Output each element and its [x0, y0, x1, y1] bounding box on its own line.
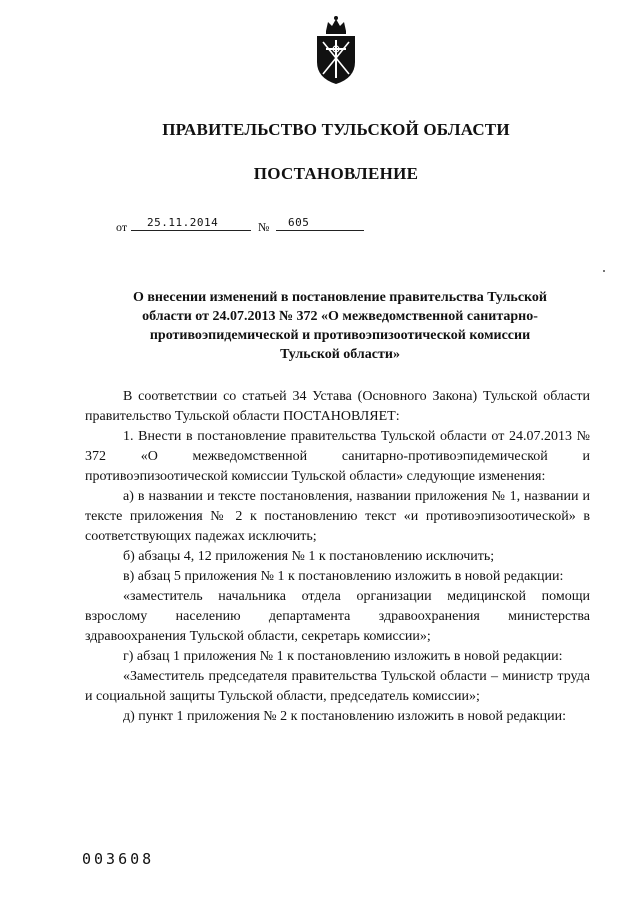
- serial-number: 003608: [82, 850, 155, 868]
- title-line: Тульской области»: [280, 347, 400, 362]
- paragraph-item-v: в) абзац 5 приложения № 1 к постановлению изложить в новой редакции:: [123, 569, 564, 584]
- paragraph-item-b: б) абзацы 4, 12 приложения № 1 к постановлению исключить;: [123, 549, 495, 564]
- title-line: О внесении изменений в постановление правительства Тульской: [132, 290, 547, 305]
- paragraph-preamble: В соответствии со статьей 34 Устава (Основного Закона) Тульской области правительство Тульской области ПОСТАНОВЛЯЕТ:: [85, 389, 590, 424]
- title-line: противоэпидемической и противоэпизоотической комиссии: [149, 328, 531, 343]
- title-line: области от 24.07.2013 № 372 «О межведомственной санитарно-: [142, 309, 538, 324]
- scan-speck: [603, 270, 605, 272]
- paragraph-item-g: г) абзац 1 приложения № 1 к постановлению изложить в новой редакции:: [123, 649, 563, 664]
- document-number: 605: [276, 216, 364, 231]
- paragraph-item-d: д) пункт 1 приложения № 2 к постановлению изложить в новой редакции:: [123, 709, 567, 724]
- document-date: 25.11.2014: [131, 216, 251, 231]
- document-body: [85, 387, 590, 727]
- organization-name: ПРАВИТЕЛЬСТВО ТУЛЬСКОЙ ОБЛАСТИ: [162, 120, 510, 139]
- paragraph-quote-2: «Заместитель председателя правительства Тульской области – министр труда и социальной защиты Тульской области, председатель комиссии»;: [85, 669, 590, 704]
- document-title: [96, 288, 584, 364]
- tula-coat-of-arms-icon: [312, 14, 360, 86]
- document-type: ПОСТАНОВЛЕНИЕ: [253, 164, 419, 183]
- from-label: от: [116, 220, 128, 234]
- paragraph-item-1: 1. Внести в постановление правительства Тульской области от 24.07.2013 № 372 «О межведомственной санитарно-противоэпидемической и противоэпизоотической комиссии Тульской области» следующие изменения:: [85, 429, 590, 484]
- paragraph-item-a: а) в названии и тексте постановления, названии приложения № 1, названии и тексте приложения № 2 к постановлению текст «и противоэпизоотической» в соответствующих падежах исключить;: [85, 489, 590, 544]
- paragraph-quote-1: «заместитель начальника отдела организации медицинской помощи взрослому населению департамента здравоохранения министерства здравоохранения Тульской области, секретарь комиссии»;: [85, 589, 590, 644]
- number-label: №: [258, 220, 270, 234]
